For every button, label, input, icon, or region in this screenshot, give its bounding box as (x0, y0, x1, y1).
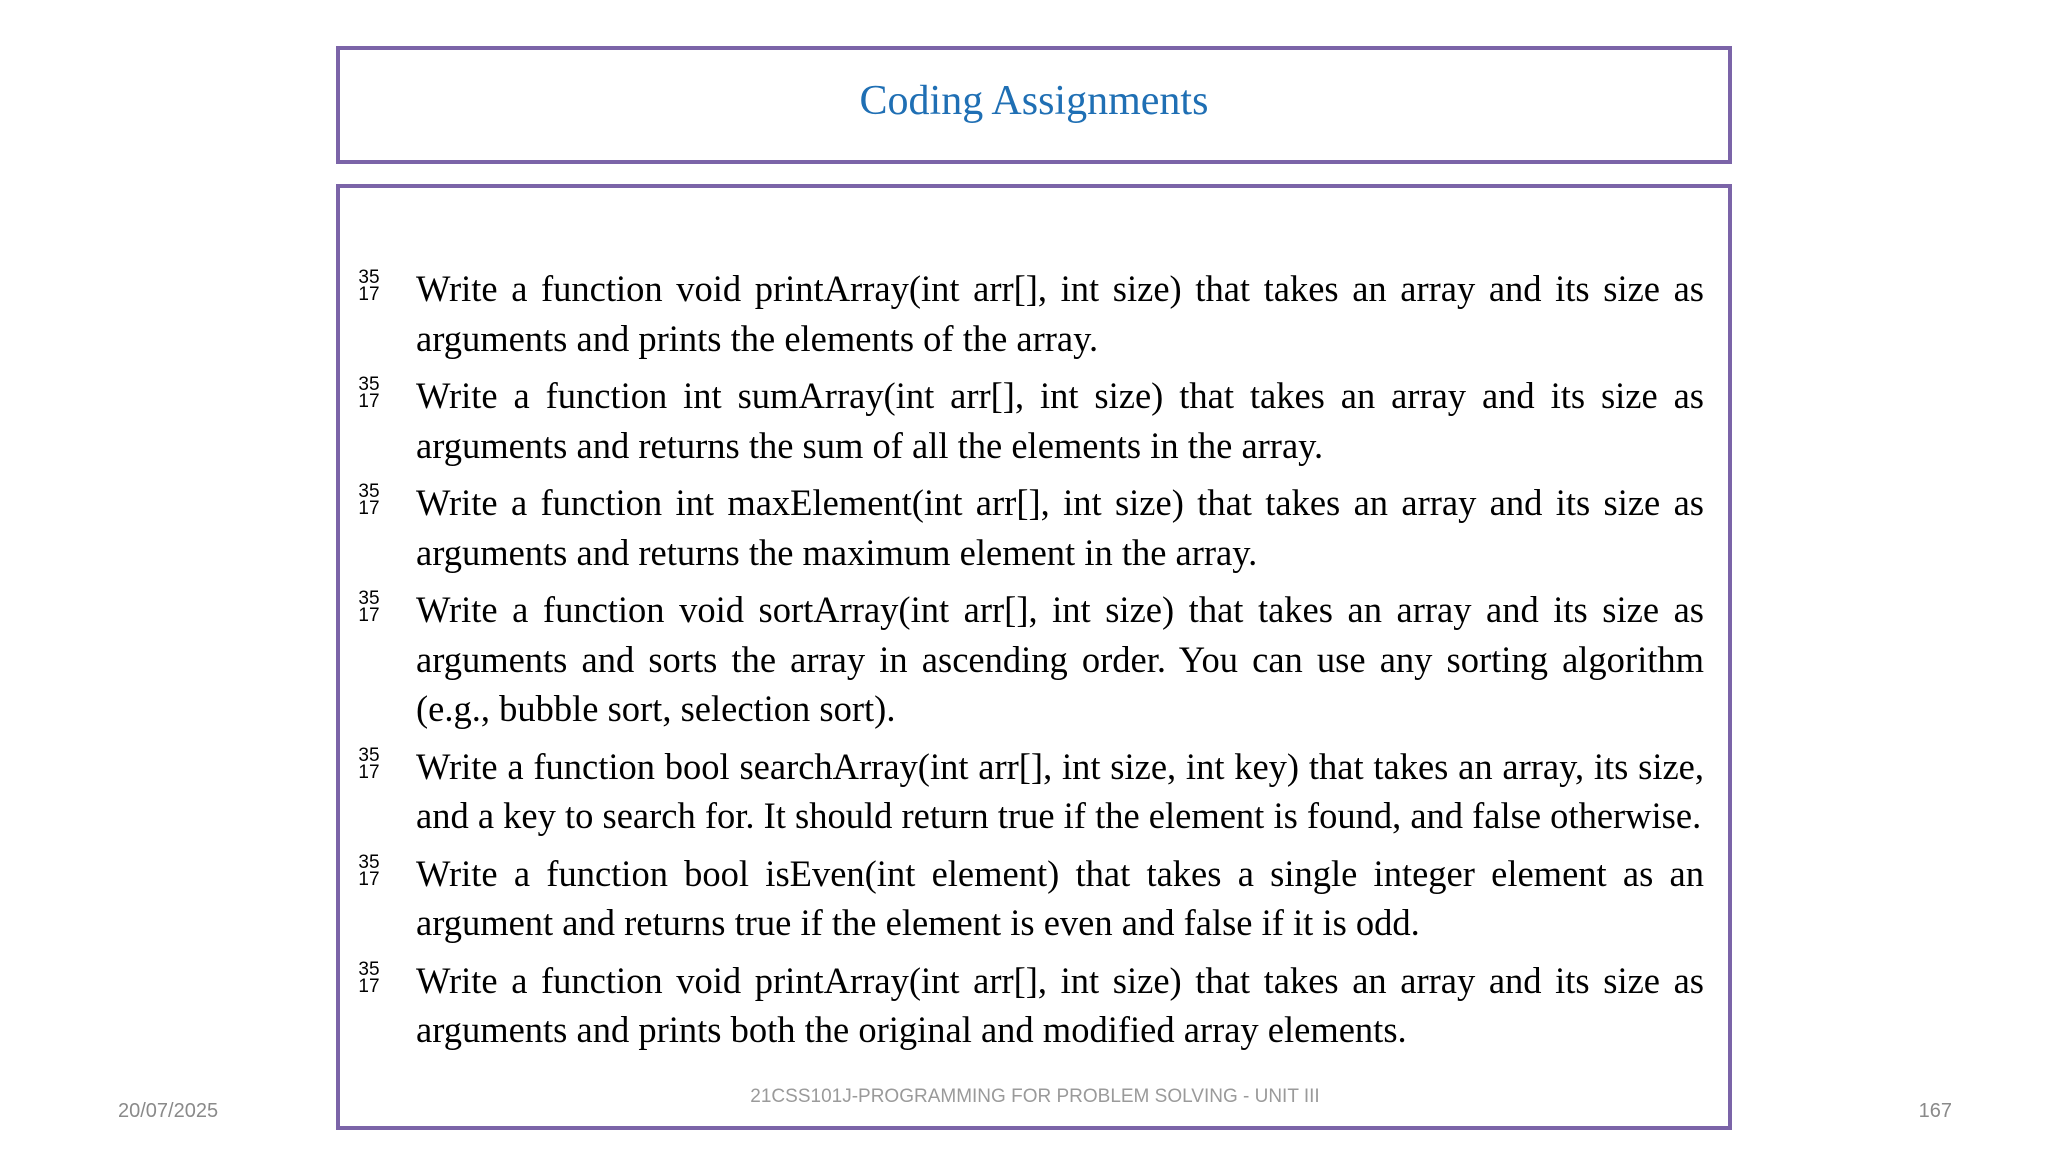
bullet-icon: 35 17 (358, 481, 380, 519)
slide-title: Coding Assignments (859, 78, 1209, 124)
bullet-icon: 35 17 (358, 267, 380, 305)
content-box (336, 184, 1732, 1130)
list-item-text: Write a function int sumArray(int arr[], int size) that takes an array and its size as arguments and returns the sum of all the elements in the array. (416, 375, 1704, 466)
bullet-icon: 35 17 (358, 958, 380, 997)
list-item (354, 371, 1718, 470)
bullet-icon: 35 17 (358, 851, 380, 890)
footer-page-number: 167 (1918, 1100, 1952, 1122)
assignment-list (354, 264, 1718, 1063)
list-item-text: Write a function void printArray(int arr[], int size) that takes an array and its size as arguments and prints both the original and modified array elements. (416, 959, 1704, 1050)
bullet-icon: 35 17 (358, 588, 380, 626)
list-item (354, 956, 1718, 1055)
title-box (336, 46, 1732, 164)
list-item-text: Write a function bool searchArray(int arr[], int size, int key) that takes an array, its size, and a key to search for. It should return true if the element is found, and false otherwise. (416, 745, 1704, 836)
list-item-text: Write a function void sortArray(int arr[], int size) that takes an array and its size as arguments and sorts the array in ascending order. You can use any sorting algorithm (e.g., bubble sort, selection sort). (416, 589, 1704, 729)
list-item (354, 478, 1718, 577)
footer-date: 20/07/2025 (118, 1100, 219, 1122)
list-item (354, 849, 1718, 948)
footer-course-title: 21CSS101J-PROGRAMMING FOR PROBLEM SOLVING - UNIT III (750, 1086, 1320, 1107)
bullet-icon: 35 17 (358, 374, 380, 412)
list-item (354, 264, 1718, 363)
list-item-text: Write a function int maxElement(int arr[], int size) that takes an array and its size as arguments and returns the maximum element in the array. (416, 482, 1704, 573)
bullet-icon: 35 17 (358, 744, 380, 783)
list-item-text: Write a function void printArray(int arr[], int size) that takes an array and its size as arguments and prints the elements of the array. (416, 268, 1704, 359)
list-item (354, 742, 1718, 841)
list-item-text: Write a function bool isEven(int element) that takes a single integer element as an argument and returns true if the element is even and false if it is odd. (416, 852, 1704, 943)
list-item (354, 585, 1718, 734)
